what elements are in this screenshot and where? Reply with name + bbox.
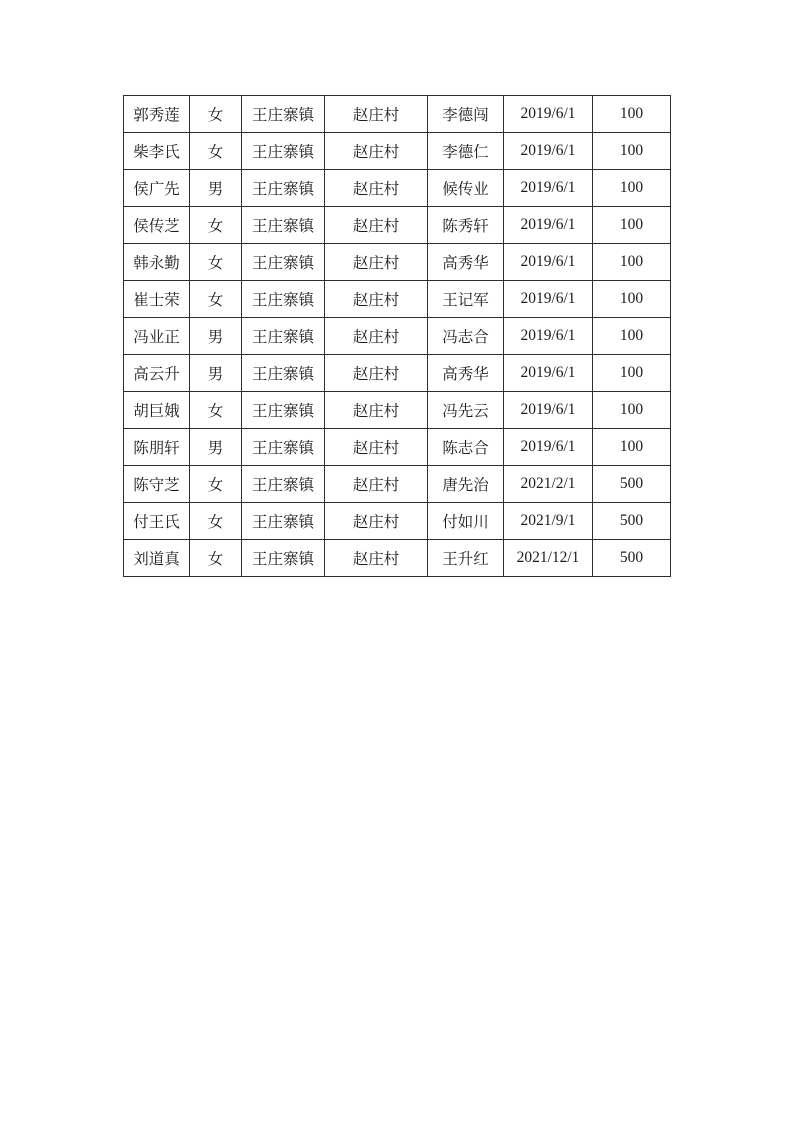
table-row xyxy=(124,429,671,466)
table-cell-date: 2019/6/1 xyxy=(504,133,593,170)
table-cell-town: 王庄寨镇 xyxy=(242,429,325,466)
table-cell-town: 王庄寨镇 xyxy=(242,207,325,244)
table-cell-amount: 100 xyxy=(593,170,671,207)
table-cell-gender: 女 xyxy=(190,392,242,429)
table-cell-date: 2019/6/1 xyxy=(504,318,593,355)
table-cell-town: 王庄寨镇 xyxy=(242,170,325,207)
table-cell-related-person: 王记军 xyxy=(428,281,504,318)
table-cell-related-person: 付如川 xyxy=(428,503,504,540)
table-row xyxy=(124,96,671,133)
table-cell-village: 赵庄村 xyxy=(325,318,428,355)
table-cell-name: 高云升 xyxy=(124,355,190,392)
table-cell-town: 王庄寨镇 xyxy=(242,244,325,281)
table-cell-date: 2019/6/1 xyxy=(504,429,593,466)
table-cell-amount: 100 xyxy=(593,392,671,429)
table-cell-village: 赵庄村 xyxy=(325,540,428,577)
table-cell-related-person: 候传业 xyxy=(428,170,504,207)
table-cell-related-person: 唐先治 xyxy=(428,466,504,503)
table-cell-village: 赵庄村 xyxy=(325,429,428,466)
table-cell-town: 王庄寨镇 xyxy=(242,503,325,540)
table-cell-name: 侯传芝 xyxy=(124,207,190,244)
table-cell-village: 赵庄村 xyxy=(325,244,428,281)
table-row xyxy=(124,244,671,281)
table-row xyxy=(124,392,671,429)
table-cell-amount: 100 xyxy=(593,244,671,281)
table-cell-related-person: 王升红 xyxy=(428,540,504,577)
table-row xyxy=(124,355,671,392)
table-cell-amount: 100 xyxy=(593,355,671,392)
table-cell-gender: 女 xyxy=(190,281,242,318)
table-cell-date: 2021/9/1 xyxy=(504,503,593,540)
table-cell-gender: 男 xyxy=(190,170,242,207)
table-cell-related-person: 李德闯 xyxy=(428,96,504,133)
table-cell-date: 2019/6/1 xyxy=(504,207,593,244)
table-cell-amount: 100 xyxy=(593,207,671,244)
table-cell-date: 2019/6/1 xyxy=(504,170,593,207)
table-cell-gender: 男 xyxy=(190,318,242,355)
table-cell-village: 赵庄村 xyxy=(325,96,428,133)
table-row xyxy=(124,318,671,355)
table-row xyxy=(124,540,671,577)
table-cell-amount: 100 xyxy=(593,429,671,466)
records-table-body xyxy=(124,96,671,577)
table-cell-amount: 100 xyxy=(593,96,671,133)
table-cell-date: 2021/2/1 xyxy=(504,466,593,503)
table-cell-gender: 女 xyxy=(190,540,242,577)
table-cell-town: 王庄寨镇 xyxy=(242,96,325,133)
table-cell-gender: 女 xyxy=(190,503,242,540)
table-cell-town: 王庄寨镇 xyxy=(242,466,325,503)
table-cell-gender: 男 xyxy=(190,355,242,392)
table-cell-date: 2019/6/1 xyxy=(504,355,593,392)
table-cell-date: 2019/6/1 xyxy=(504,281,593,318)
table-cell-village: 赵庄村 xyxy=(325,170,428,207)
table-cell-date: 2019/6/1 xyxy=(504,244,593,281)
table-cell-name: 郭秀莲 xyxy=(124,96,190,133)
table-cell-gender: 女 xyxy=(190,133,242,170)
records-table xyxy=(123,95,671,577)
table-cell-amount: 500 xyxy=(593,540,671,577)
table-row xyxy=(124,133,671,170)
table-cell-name: 崔士荣 xyxy=(124,281,190,318)
table-cell-gender: 女 xyxy=(190,96,242,133)
table-cell-date: 2021/12/1 xyxy=(504,540,593,577)
table-cell-name: 陈守芝 xyxy=(124,466,190,503)
table-cell-name: 付王氏 xyxy=(124,503,190,540)
table-cell-amount: 500 xyxy=(593,466,671,503)
table-row xyxy=(124,170,671,207)
table-cell-amount: 100 xyxy=(593,318,671,355)
table-row xyxy=(124,281,671,318)
table-cell-village: 赵庄村 xyxy=(325,133,428,170)
table-cell-town: 王庄寨镇 xyxy=(242,355,325,392)
table-cell-village: 赵庄村 xyxy=(325,281,428,318)
table-cell-village: 赵庄村 xyxy=(325,392,428,429)
table-cell-town: 王庄寨镇 xyxy=(242,392,325,429)
table-cell-name: 胡巨娥 xyxy=(124,392,190,429)
table-cell-gender: 女 xyxy=(190,207,242,244)
table-cell-name: 韩永勤 xyxy=(124,244,190,281)
table-cell-date: 2019/6/1 xyxy=(504,392,593,429)
table-cell-town: 王庄寨镇 xyxy=(242,318,325,355)
table-cell-gender: 女 xyxy=(190,466,242,503)
table-cell-related-person: 陈秀轩 xyxy=(428,207,504,244)
table-cell-related-person: 高秀华 xyxy=(428,244,504,281)
table-row xyxy=(124,207,671,244)
table-cell-amount: 500 xyxy=(593,503,671,540)
table-cell-name: 冯业正 xyxy=(124,318,190,355)
table-row xyxy=(124,503,671,540)
table-cell-village: 赵庄村 xyxy=(325,466,428,503)
table-cell-related-person: 陈志合 xyxy=(428,429,504,466)
table-cell-amount: 100 xyxy=(593,133,671,170)
table-cell-name: 柴李氏 xyxy=(124,133,190,170)
table-cell-related-person: 冯先云 xyxy=(428,392,504,429)
table-cell-village: 赵庄村 xyxy=(325,355,428,392)
table-cell-town: 王庄寨镇 xyxy=(242,281,325,318)
table-cell-related-person: 冯志合 xyxy=(428,318,504,355)
table-cell-date: 2019/6/1 xyxy=(504,96,593,133)
table-cell-name: 刘道真 xyxy=(124,540,190,577)
table-cell-village: 赵庄村 xyxy=(325,503,428,540)
table-cell-town: 王庄寨镇 xyxy=(242,540,325,577)
table-cell-gender: 男 xyxy=(190,429,242,466)
table-cell-name: 陈朋轩 xyxy=(124,429,190,466)
table-cell-gender: 女 xyxy=(190,244,242,281)
table-cell-town: 王庄寨镇 xyxy=(242,133,325,170)
table-cell-name: 侯广先 xyxy=(124,170,190,207)
table-row xyxy=(124,466,671,503)
table-cell-amount: 100 xyxy=(593,281,671,318)
table-cell-village: 赵庄村 xyxy=(325,207,428,244)
table-cell-related-person: 李德仁 xyxy=(428,133,504,170)
table-cell-related-person: 高秀华 xyxy=(428,355,504,392)
